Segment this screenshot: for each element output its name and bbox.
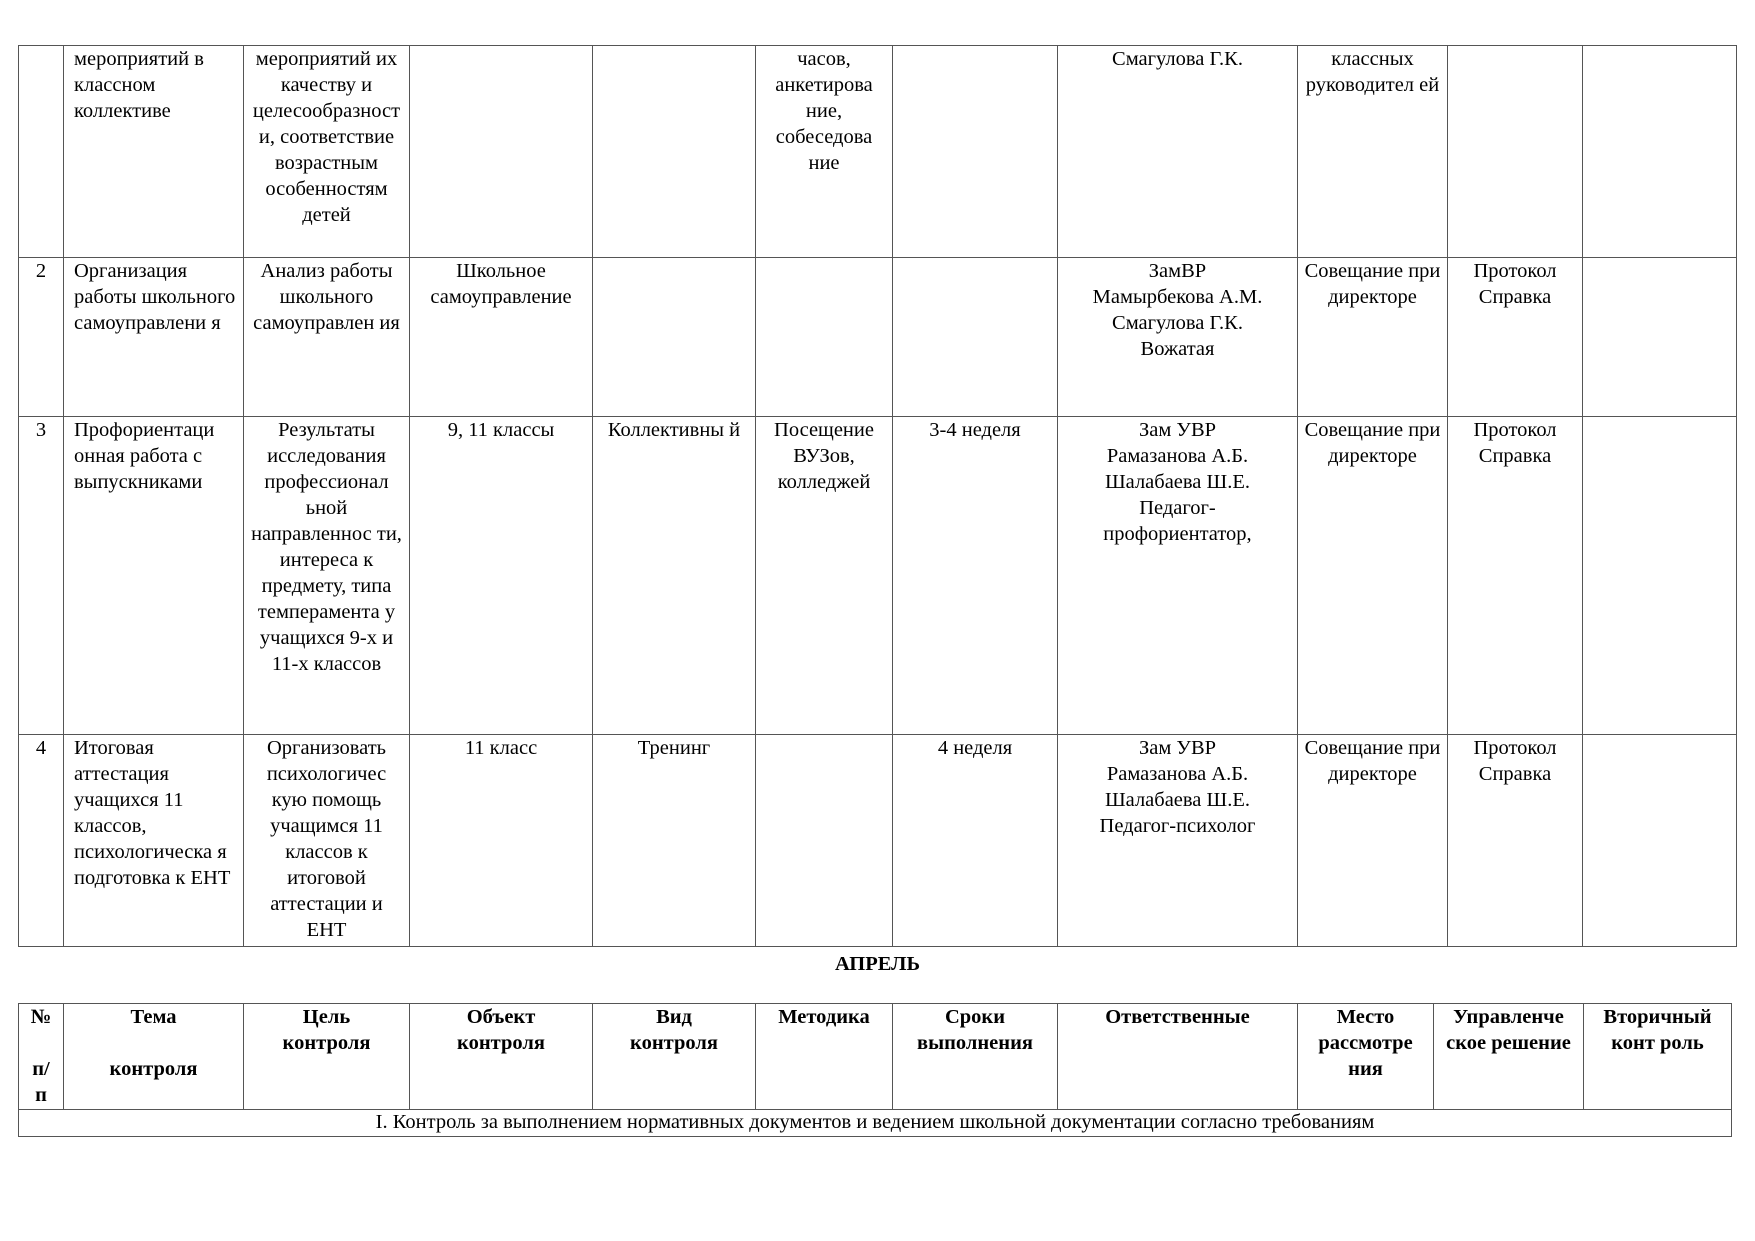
header-deadline: Сроки выполнения bbox=[893, 1004, 1058, 1110]
section-row bbox=[19, 1110, 1732, 1137]
section-title: I. Контроль за выполнением нормативных документов и ведением школьной документации согласно требованиям bbox=[19, 1110, 1732, 1137]
row-number: 2 bbox=[19, 258, 64, 417]
control-goal: Результаты исследования профессионал ьной направленнос ти, интереса к предмету, типа темперамента у учащихся 9-х и 11-х классов bbox=[244, 417, 410, 735]
april-heading: АПРЕЛЬ bbox=[835, 953, 920, 975]
control-topic: Итоговая аттестация учащихся 11 классов, психологическа я подготовка к ЕНТ bbox=[64, 735, 244, 947]
control-decision bbox=[1448, 46, 1583, 258]
control-place: Совещание при директоре bbox=[1298, 258, 1448, 417]
row-number: 4 bbox=[19, 735, 64, 947]
control-object: 11 класс bbox=[410, 735, 593, 947]
header-decision: Управленче ское решение bbox=[1434, 1004, 1584, 1110]
control-object bbox=[410, 46, 593, 258]
header-secondary: Вторичный конт роль bbox=[1584, 1004, 1732, 1110]
control-decision: Протокол Справка bbox=[1448, 258, 1583, 417]
row-number: 3 bbox=[19, 417, 64, 735]
header-type: Вид контроля bbox=[593, 1004, 756, 1110]
header-goal: Цель контроля bbox=[244, 1004, 410, 1110]
control-deadline: 4 неделя bbox=[893, 735, 1058, 947]
header-topic: Тема контроля bbox=[64, 1004, 244, 1110]
header-place: Место рассмотре ния bbox=[1298, 1004, 1434, 1110]
control-topic: Организация работы школьного самоуправлени я bbox=[64, 258, 244, 417]
control-goal: мероприятий их качеству и целесообразности, соответствие возрастным особенностям детей bbox=[244, 46, 410, 258]
control-secondary bbox=[1583, 417, 1737, 735]
control-secondary bbox=[1583, 46, 1737, 258]
april-control-table bbox=[18, 1003, 1732, 1137]
march-control-table bbox=[18, 45, 1737, 947]
control-decision: Протокол Справка bbox=[1448, 417, 1583, 735]
row-number bbox=[19, 46, 64, 258]
control-method: Посещение ВУЗов, колледжей bbox=[756, 417, 893, 735]
control-place: классных руководител ей bbox=[1298, 46, 1448, 258]
header-method: Методика bbox=[756, 1004, 893, 1110]
control-topic: Профориентаци онная работа с выпускниками bbox=[64, 417, 244, 735]
control-goal: Анализ работы школьного самоуправлен ия bbox=[244, 258, 410, 417]
control-deadline bbox=[893, 46, 1058, 258]
control-object: Школьное самоуправление bbox=[410, 258, 593, 417]
header-object: Объект контроля bbox=[410, 1004, 593, 1110]
control-method: часов, анкетирова ние, собеседова ние bbox=[756, 46, 893, 258]
header-number: № п/ п bbox=[19, 1004, 64, 1110]
table-row bbox=[19, 46, 1737, 258]
control-secondary bbox=[1583, 735, 1737, 947]
control-deadline bbox=[893, 258, 1058, 417]
control-responsible: Смагулова Г.К. bbox=[1058, 46, 1298, 258]
control-method bbox=[756, 258, 893, 417]
control-method bbox=[756, 735, 893, 947]
table-row bbox=[19, 417, 1737, 735]
control-object: 9, 11 классы bbox=[410, 417, 593, 735]
control-responsible: Зам УВР Рамазанова А.Б. Шалабаева Ш.Е. Педагог- профориентатор, bbox=[1058, 417, 1298, 735]
control-goal: Организовать психологичес кую помощь учащимся 11 классов к итоговой аттестации и ЕНТ bbox=[244, 735, 410, 947]
control-deadline: 3-4 неделя bbox=[893, 417, 1058, 735]
table-row bbox=[19, 735, 1737, 947]
control-place: Совещание при директоре bbox=[1298, 735, 1448, 947]
control-responsible: ЗамВР Мамырбекова А.М. Смагулова Г.К. Вожатая bbox=[1058, 258, 1298, 417]
control-decision: Протокол Справка bbox=[1448, 735, 1583, 947]
control-type: Тренинг bbox=[593, 735, 756, 947]
control-type bbox=[593, 46, 756, 258]
control-type: Коллективны й bbox=[593, 417, 756, 735]
control-topic: мероприятий в классном коллективе bbox=[64, 46, 244, 258]
control-type bbox=[593, 258, 756, 417]
control-secondary bbox=[1583, 258, 1737, 417]
table-header-row bbox=[19, 1004, 1732, 1110]
header-responsible: Ответственные bbox=[1058, 1004, 1298, 1110]
control-place: Совещание при директоре bbox=[1298, 417, 1448, 735]
control-responsible: Зам УВР Рамазанова А.Б. Шалабаева Ш.Е. Педагог-психолог bbox=[1058, 735, 1298, 947]
table-row bbox=[19, 258, 1737, 417]
